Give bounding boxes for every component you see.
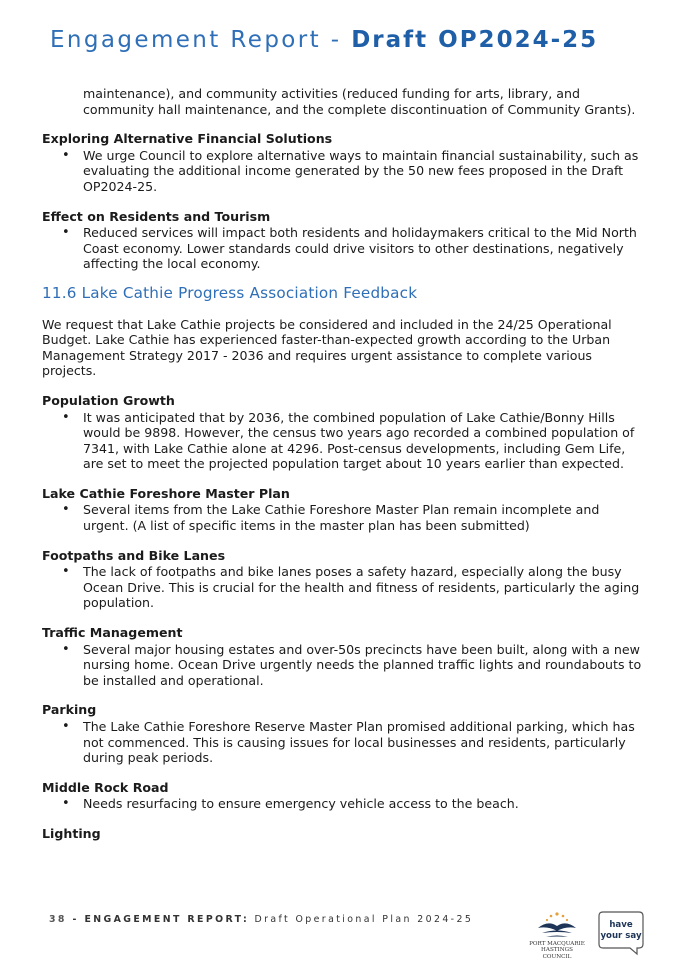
subheading: Middle Rock Road xyxy=(42,779,169,795)
council-name-line1: PORT MACQUARIE xyxy=(529,941,585,947)
bullet-item: • Several items from the Lake Cathie Foreshore Master Plan remain incomplete and urgent. (A list of specific items in the master plan has been submitted) xyxy=(42,502,648,533)
page-content xyxy=(42,86,648,843)
bullet-item: • Several major housing estates and over-50s precincts have been built, along with a new nursing home. Ocean Drive urgently needs the planned traffic lights and roundabouts to be installed and operational. xyxy=(42,642,648,689)
have-your-say-logo xyxy=(597,910,645,960)
council-emblem-icon xyxy=(526,908,588,942)
footer-label-rest: Draft Operational Plan 2024-25 xyxy=(249,914,474,925)
bullet-list xyxy=(42,225,648,272)
council-name xyxy=(526,941,588,960)
bullet-list xyxy=(42,410,648,472)
footer-label-bold: ENGAGEMENT REPORT: xyxy=(84,914,250,925)
blocks-section xyxy=(42,393,648,842)
bullet-item: • The Lake Cathie Foreshore Reserve Master Plan promised additional parking, which has not commenced. This is causing issues for local businesses and residents, particularly during peak periods. xyxy=(42,719,648,766)
page-header xyxy=(50,27,670,53)
blocks-top xyxy=(42,131,648,272)
subheading: Footpaths and Bike Lanes xyxy=(42,547,226,563)
footer-separator: - xyxy=(66,914,85,925)
bullet-list xyxy=(42,642,648,689)
page-footer xyxy=(49,914,473,925)
subheading: Exploring Alternative Financial Solutions xyxy=(42,131,333,147)
header-title-bold: Draft OP2024-25 xyxy=(351,27,599,53)
bullet-list xyxy=(42,564,648,611)
header-title-light: Engagement Report - xyxy=(50,27,352,53)
speech-bubble-icon xyxy=(597,910,645,956)
bullet-list xyxy=(42,148,648,195)
bullet-item: • The lack of footpaths and bike lanes poses a safety hazard, especially along the busy Ocean Drive. This is crucial for the health and fitness of residents, particularly the aging population. xyxy=(42,564,648,611)
bullet-list xyxy=(42,719,648,766)
have-your-say-line2: your say xyxy=(600,931,642,941)
section-heading: 11.6 Lake Cathie Progress Association Feedback xyxy=(42,283,418,302)
subheading: Lighting xyxy=(42,825,101,841)
subheading: Effect on Residents and Tourism xyxy=(42,208,271,224)
have-your-say-line1: have xyxy=(609,920,633,930)
section-intro: We request that Lake Cathie projects be considered and included in the 24/25 Operational Budget. Lake Cathie has experienced faster-than-expected growth according to the Urban Management Strategy 2017 - 2036 and requires urgent assistance to complete various projects. xyxy=(42,316,612,379)
bullet-list xyxy=(42,502,648,533)
page-number: 38 xyxy=(49,914,67,925)
bullet-item: • It was anticipated that by 2036, the combined population of Lake Cathie/Bonny Hills would be 9898. However, the census two years ago recorded a combined population of 7341, with Lake Cathie alone at 4296. Post-census developments, including Gem Life, are set to meet the projected population target about 10 years earlier than expected. xyxy=(42,410,648,472)
council-name-line2: HASTINGS COUNCIL xyxy=(541,947,573,960)
continuation-paragraph: maintenance), and community activities (reduced funding for arts, library, and community hall maintenance, and the complete discontinuation of Community Grants). xyxy=(83,86,636,117)
bullet-item: • Reduced services will impact both residents and holidaymakers critical to the Mid North Coast economy. Lower standards could drive visitors to other destinations, negatively affecting the local economy. xyxy=(42,225,648,272)
subheading: Traffic Management xyxy=(42,625,183,641)
subheading: Population Growth xyxy=(42,392,175,408)
bullet-item: • Needs resurfacing to ensure emergency vehicle access to the beach. xyxy=(42,796,648,812)
bullet-list xyxy=(42,796,648,812)
bullet-item: • We urge Council to explore alternative ways to maintain financial sustainability, such as evaluating the additional income generated by the 50 new fees proposed in the Draft OP2024-25. xyxy=(42,148,648,195)
subheading: Parking xyxy=(42,702,97,718)
subheading: Lake Cathie Foreshore Master Plan xyxy=(42,485,290,501)
council-logo xyxy=(526,908,588,958)
